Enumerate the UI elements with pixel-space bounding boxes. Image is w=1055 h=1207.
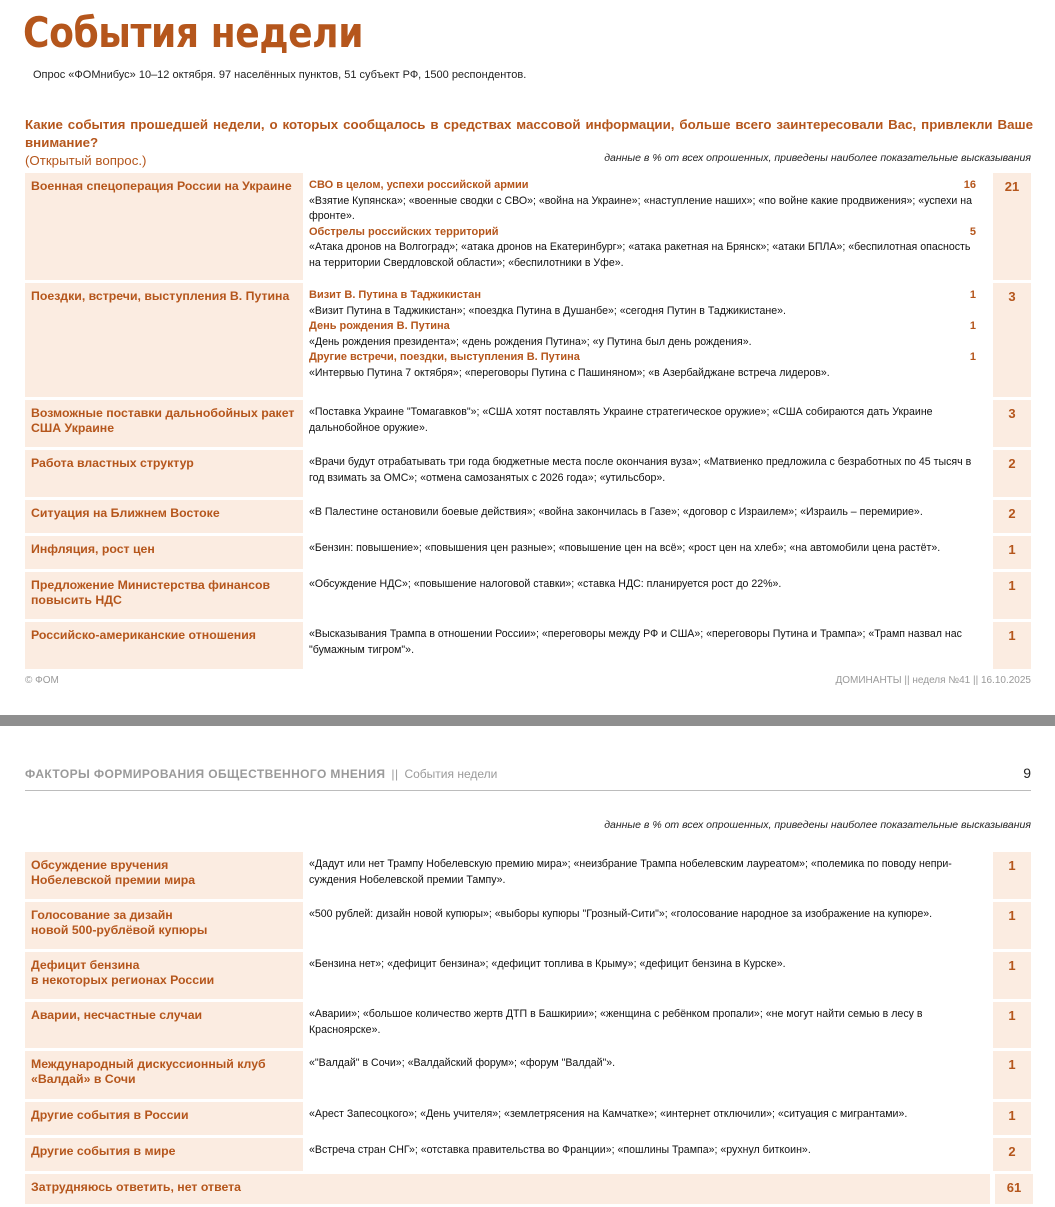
subcategory-title: Другие встречи, поездки, выступления В. Путина bbox=[309, 351, 580, 363]
subcategory-quotes: «Визит Путина в Таджикистан»; «поездка Путина в Душанбе»; «сегодня Путин в Таджикистане». bbox=[309, 304, 786, 317]
row-total: 2 bbox=[993, 1138, 1031, 1171]
row-details bbox=[303, 902, 988, 949]
row-category: Возможные поставки дальнобойных ракет США Украине bbox=[25, 400, 303, 447]
row-total: 1 bbox=[993, 1102, 1031, 1135]
row-details bbox=[303, 400, 988, 447]
subcategory-header bbox=[309, 178, 978, 194]
row-details bbox=[303, 173, 988, 280]
row-category: Голосование за дизайн новой 500-рублёвой купюры bbox=[25, 902, 303, 949]
row-details bbox=[303, 536, 988, 569]
row-quotes: «Поставка Украине "Томагавков"»; «США хотят поставлять Украине стратегическое оружие»; «США собираются дать Украине дальнобойное оружие». bbox=[309, 406, 933, 434]
subcategory-header bbox=[309, 319, 978, 335]
row-details bbox=[303, 500, 988, 533]
row-quotes: «Врачи будут отрабатывать три года бюджетные места после окончания вуза»; «Матвиенко предложила с безработных по 45 тысяч в год взимать за ОМС»; «отмена самозанятых с 2026 года»; «утильсбор». bbox=[309, 456, 972, 484]
table-row bbox=[25, 952, 1031, 1002]
running-head-separator: || bbox=[391, 767, 399, 781]
table-row bbox=[25, 1138, 1031, 1174]
row-details bbox=[303, 572, 988, 619]
row-category: Ситуация на Ближнем Востоке bbox=[25, 500, 303, 533]
subcategory-title: Обстрелы российских территорий bbox=[309, 225, 499, 238]
question-text: Какие события прошедшей недели, о которых сообщалось в средствах массовой информации, больше всего заинтересовали Вас, привлекли Ваше внимание? bbox=[25, 117, 1033, 150]
table-row bbox=[25, 902, 1031, 952]
events-table-page-1 bbox=[25, 173, 1031, 672]
row-total: 1 bbox=[993, 902, 1031, 949]
table-row bbox=[25, 450, 1031, 500]
header-rule bbox=[25, 790, 1031, 791]
table-row bbox=[25, 1102, 1031, 1138]
table-row bbox=[25, 283, 1031, 400]
table-row bbox=[25, 400, 1031, 450]
row-total: 1 bbox=[993, 852, 1031, 899]
table-row bbox=[25, 536, 1031, 572]
data-note: данные в % от всех опрошенных, приведены наиболее показательные высказывания bbox=[604, 152, 1031, 164]
footer-info: ДОМИНАНТЫ || неделя №41 || 16.10.2025 bbox=[835, 675, 1031, 686]
page-title: События недели bbox=[23, 8, 364, 57]
row-total: 3 bbox=[993, 400, 1031, 447]
row-quotes: «"Валдай" в Сочи»; «Валдайский форум»; «форум "Валдай"». bbox=[309, 1057, 616, 1069]
page-number: 9 bbox=[1023, 765, 1031, 781]
row-total: 61 bbox=[995, 1174, 1033, 1204]
events-table-page-2 bbox=[25, 852, 1031, 1207]
subcategory-value: 5 bbox=[969, 225, 976, 238]
table-row bbox=[25, 572, 1031, 622]
row-category: Военная спецоперация России на Украине bbox=[25, 173, 303, 280]
row-total: 1 bbox=[993, 572, 1031, 619]
subcategory-quotes: «День рождения президента»; «день рождения Путина»; «у Путина был день рождения». bbox=[309, 335, 752, 348]
row-total: 2 bbox=[993, 500, 1031, 533]
row-total: 1 bbox=[993, 952, 1031, 999]
data-note-page-2: данные в % от всех опрошенных, приведены наиболее показательные высказывания bbox=[604, 819, 1031, 831]
row-category: Инфляция, рост цен bbox=[25, 536, 303, 569]
row-quotes: «Бензина нет»; «дефицит бензина»; «дефицит топлива в Крыму»; «дефицит бензина в Курске». bbox=[309, 958, 786, 970]
row-details bbox=[303, 1002, 988, 1048]
row-total: 1 bbox=[993, 622, 1031, 669]
subcategory-value: 1 bbox=[969, 289, 976, 301]
row-quotes: «Арест Запесоцкого»; «День учителя»; «землетрясения на Камчатке»; «интернет отключили»; «ситуация с мигрантами». bbox=[309, 1108, 908, 1120]
row-quotes: «Бензин: повышение»; «повышения цен разные»; «повышение цен на всё»; «рост цен на хлеб»; «на автомобили цена растёт». bbox=[309, 542, 941, 554]
table-row bbox=[25, 622, 1031, 672]
running-head-section: События недели bbox=[404, 767, 498, 781]
row-details bbox=[303, 1102, 988, 1135]
row-category: Международный дискуссионный клуб «Валдай» в Сочи bbox=[25, 1051, 303, 1099]
row-category: Поездки, встречи, выступления В. Путина bbox=[25, 283, 303, 397]
row-quotes: «Обсуждение НДС»; «повышение налоговой ставки»; «ставка НДС: планируется рост до 22%». bbox=[309, 578, 782, 590]
table-row bbox=[25, 1051, 1031, 1102]
row-total: 21 bbox=[993, 173, 1031, 280]
row-category: Работа властных структур bbox=[25, 450, 303, 497]
subcategory-title: День рождения В. Путина bbox=[309, 320, 450, 332]
subcategory-title: Визит В. Путина в Таджикистан bbox=[309, 289, 482, 301]
row-total: 1 bbox=[993, 536, 1031, 569]
subcategory-quotes: «Взятие Купянска»; «военные сводки с СВО»; «война на Украине»; «наступление наших»; «по войне какие продвижения»; «успехи на фронте». bbox=[309, 194, 972, 222]
row-details bbox=[303, 283, 988, 397]
subcategory-value: 16 bbox=[963, 179, 976, 191]
row-category: Российско-американские отношения bbox=[25, 622, 303, 669]
row-details bbox=[303, 450, 988, 497]
running-head bbox=[25, 767, 497, 781]
subcategory-value: 1 bbox=[969, 351, 976, 363]
row-category: Другие события в России bbox=[25, 1102, 303, 1135]
subcategory-quotes: «Атака дронов на Волгоград»; «атака дронов на Екатеринбург»; «атака ракетная на Брянск»; «атаки БПЛА»; «беспилотная опасность на территории Свердловской области»; «беспилотники в Уфе». bbox=[309, 241, 971, 269]
row-category: Предложение Министерства финансов повысить НДС bbox=[25, 572, 303, 619]
subcategory-header bbox=[309, 350, 978, 366]
row-total: 3 bbox=[993, 283, 1031, 397]
table-row bbox=[25, 1002, 1031, 1051]
footer-copyright: © ФОМ bbox=[25, 675, 59, 686]
table-row bbox=[25, 500, 1031, 536]
row-quotes: «Высказывания Трампа в отношении России»; «переговоры между РФ и США»; «переговоры Путина и Трампа»; «Трамп назвал нас "бумажным тигром"». bbox=[309, 628, 962, 656]
subcategory-header bbox=[309, 225, 978, 241]
subcategory-title: СВО в целом, успехи российской армии bbox=[309, 179, 529, 191]
table-row bbox=[25, 852, 1031, 902]
row-details bbox=[303, 1051, 988, 1099]
row-quotes: «В Палестине остановили боевые действия»; «война закончилась в Газе»; «договор с Израилем»; «Израиль – перемирие». bbox=[309, 506, 923, 518]
row-category: Аварии, несчастные случаи bbox=[25, 1002, 303, 1048]
row-total: 1 bbox=[993, 1002, 1031, 1048]
row-quotes: «Аварии»; «большое количество жертв ДТП в Башкирии»; «женщина с ребёнком пропали»; «не могут найти семью в лесу в Красноярске». bbox=[309, 1008, 923, 1036]
page-divider bbox=[0, 715, 1055, 726]
row-details bbox=[303, 852, 988, 899]
table-row-final bbox=[25, 1174, 1031, 1207]
subcategory-header bbox=[309, 288, 978, 304]
row-quotes: «Встреча стран СНГ»; «отставка правительства во Франции»; «пошлины Трампа»; «рухнул биткоин». bbox=[309, 1144, 811, 1156]
row-category: Затрудняюсь ответить, нет ответа bbox=[25, 1174, 990, 1204]
row-category: Дефицит бензина в некоторых регионах России bbox=[25, 952, 303, 999]
row-details bbox=[303, 952, 988, 999]
row-quotes: «500 рублей: дизайн новой купюры»; «выборы купюры "Грозный-Сити"»; «голосование народное за изображение на купюре». bbox=[309, 908, 933, 920]
row-details bbox=[303, 622, 988, 669]
table-row bbox=[25, 173, 1031, 283]
question-note: (Открытый вопрос.) bbox=[25, 153, 147, 168]
row-category: Другие события в мире bbox=[25, 1138, 303, 1171]
row-category: Обсуждение вручения Нобелевской премии мира bbox=[25, 852, 303, 899]
row-details bbox=[303, 1138, 988, 1171]
row-quotes: «Дадут или нет Трампу Нобелевскую премию мира»; «неизбрание Трампа нобелевским лауреатом»; «полемика по поводу неприсуждения Нобелевской премии Тампу». bbox=[309, 858, 952, 886]
row-total: 2 bbox=[993, 450, 1031, 497]
row-total: 1 bbox=[993, 1051, 1031, 1099]
subcategory-quotes: «Интервью Путина 7 октября»; «переговоры Путина с Пашиняном»; «в Азербайджане встреча лидеров». bbox=[309, 366, 830, 379]
subcategory-value: 1 bbox=[969, 320, 976, 332]
running-head-title: ФАКТОРЫ ФОРМИРОВАНИЯ ОБЩЕСТВЕННОГО МНЕНИЯ bbox=[25, 767, 386, 781]
survey-subtitle: Опрос «ФОМнибус» 10–12 октября. 97 населённых пунктов, 51 субъект РФ, 1500 респондентов. bbox=[33, 69, 527, 81]
